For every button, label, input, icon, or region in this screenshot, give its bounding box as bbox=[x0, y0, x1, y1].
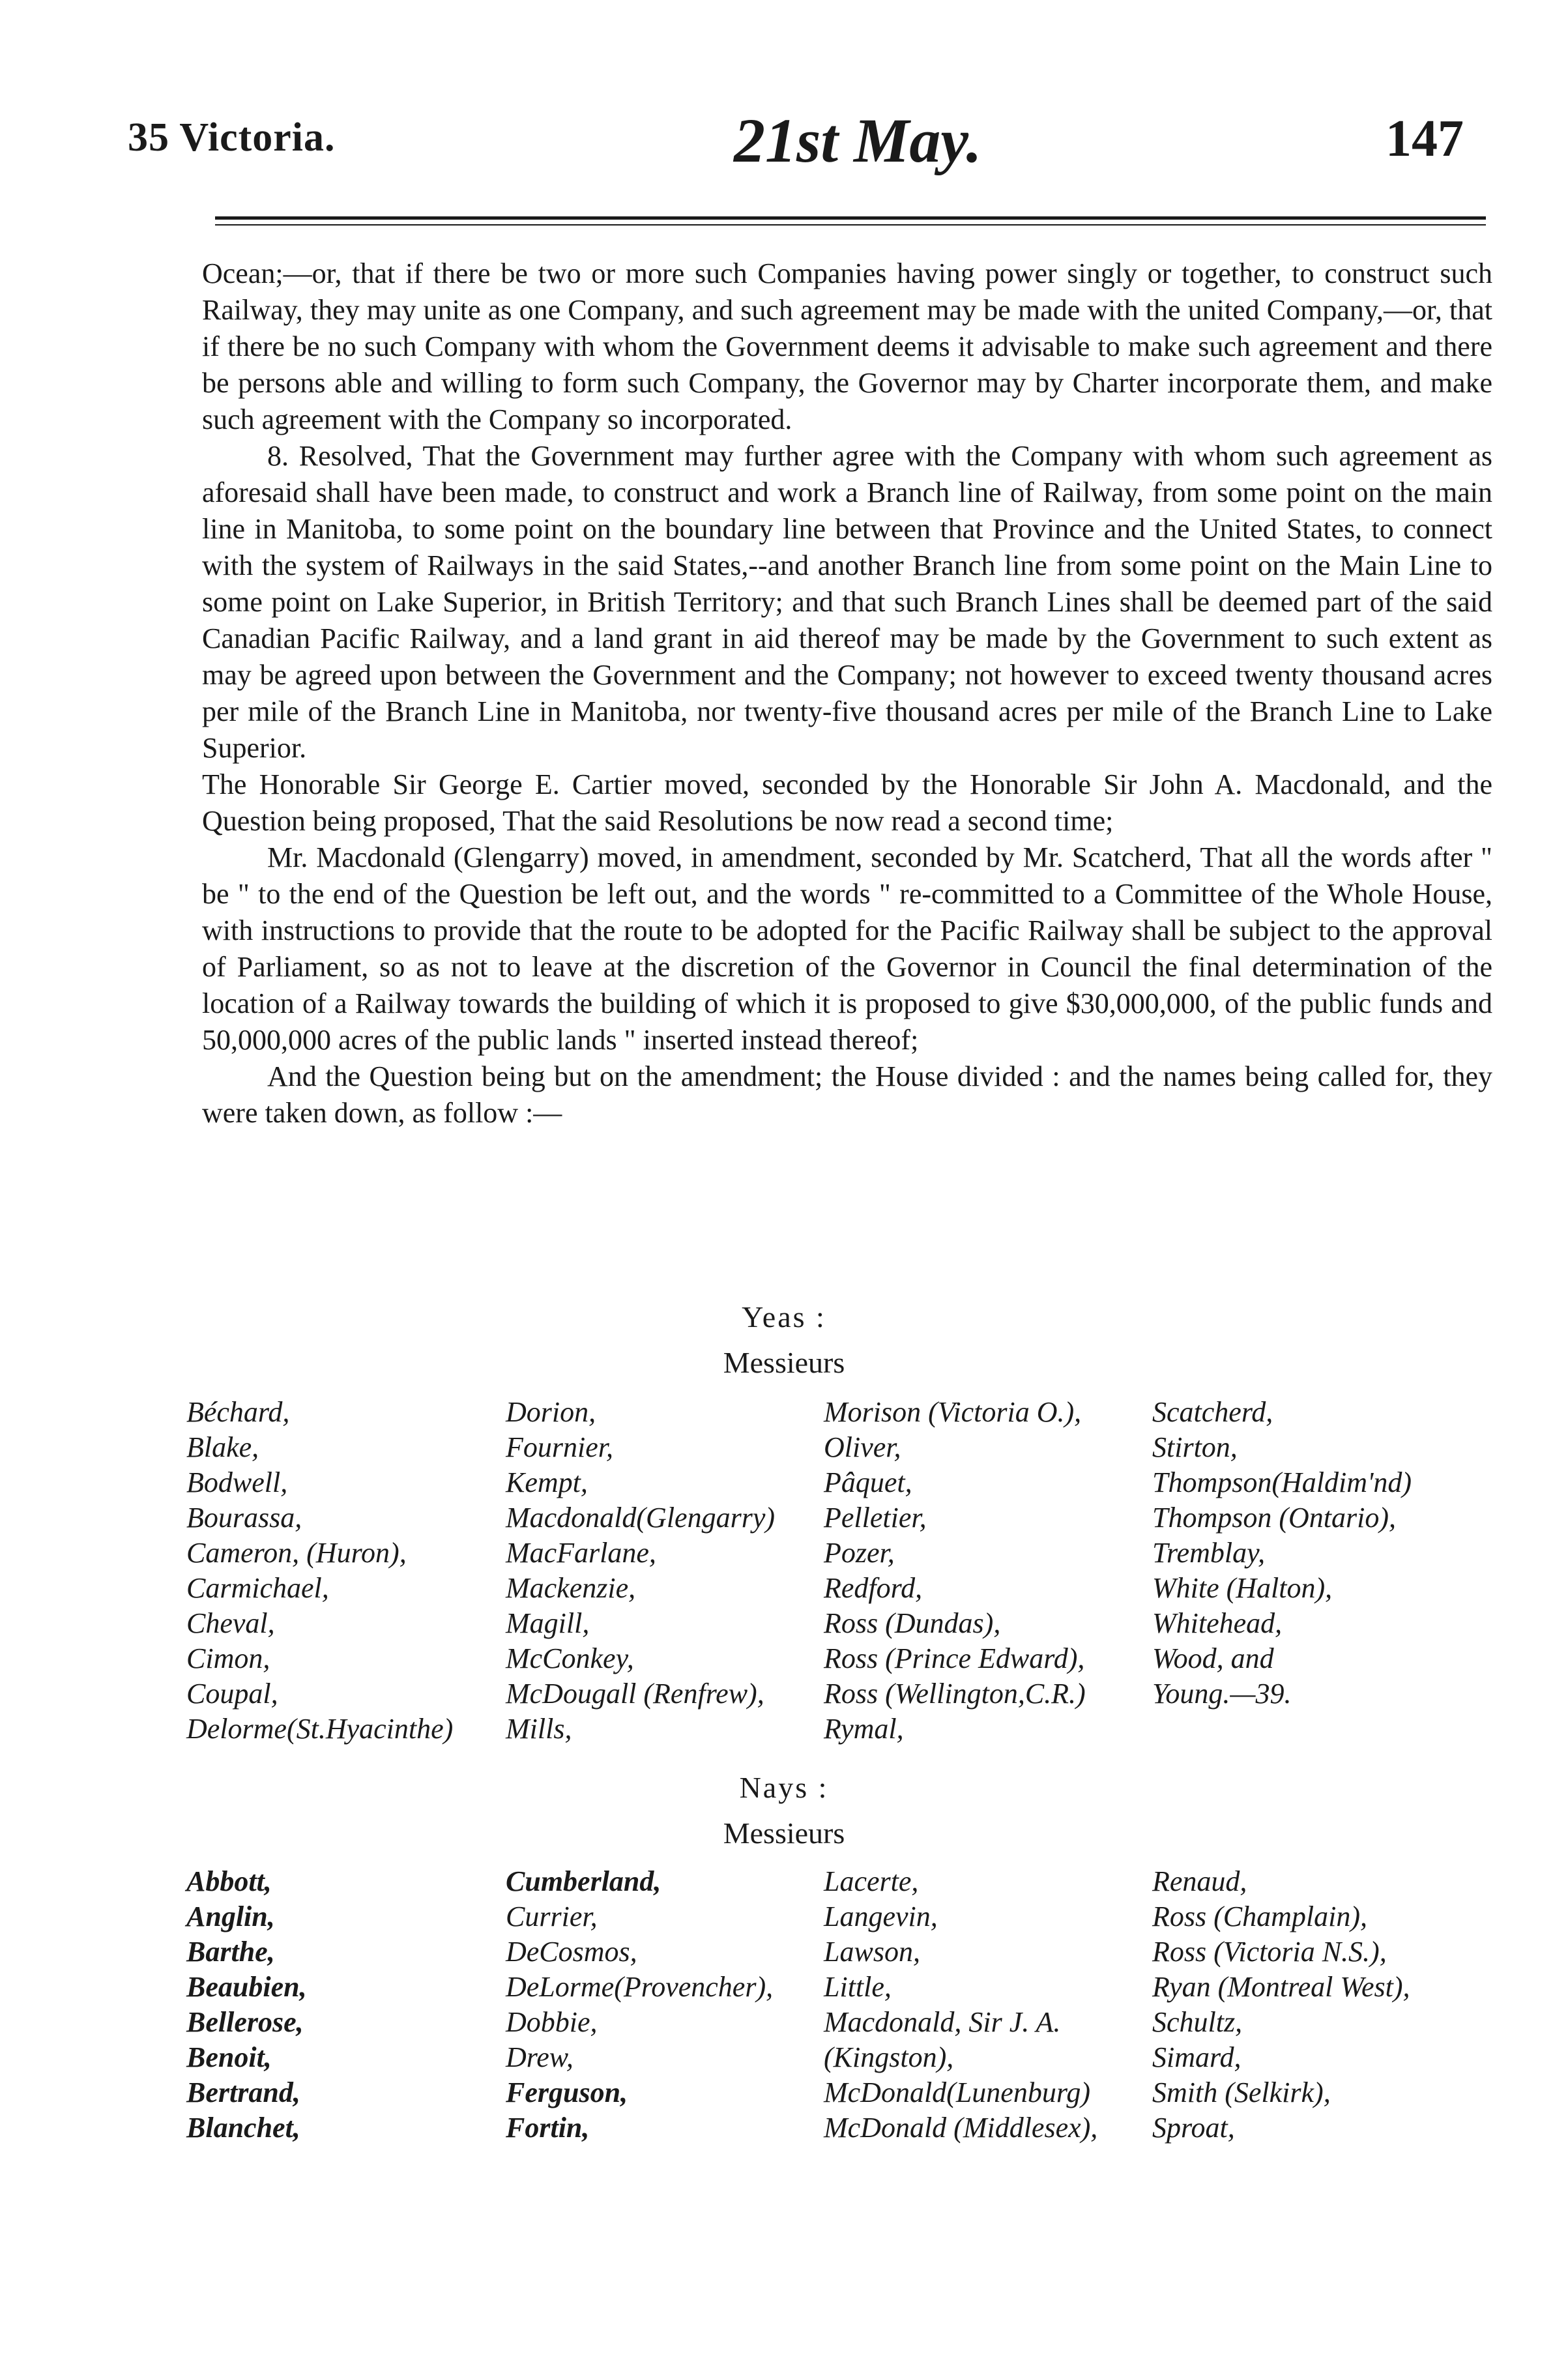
member-name: Thompson (Ontario), bbox=[1152, 1502, 1397, 1534]
paragraph-amendment: Mr. Macdonald (Glengarry) moved, in amendment, seconded by Mr. Scatcherd, That all the words after " be " to the end of the Question be left out, and the words " re-committed to a Committee of the Whole House, with instructions to provide that the route to be adopted for the Pacific Railway shall be subject to the approval of Parliament, so as not to leave at the discretion of the Governor in Council the final determination of the location of a Railway towards the building of which it is proposed to give $30,000,000, of the public funds and 50,000,000 acres of the public lands " inserted instead thereof; bbox=[202, 841, 1492, 1056]
yeas-total: Young.—39. bbox=[1152, 1678, 1292, 1710]
member-name: Wood, and bbox=[1152, 1642, 1274, 1674]
member-name: White (Halton), bbox=[1152, 1572, 1333, 1604]
header-regnal-year: 35 Victoria. bbox=[128, 115, 336, 160]
page-number: 147 bbox=[1386, 110, 1464, 168]
yeas-column-4 bbox=[1152, 1395, 1412, 1712]
page-header bbox=[128, 104, 1464, 196]
member-name: Ryan (Montreal West), bbox=[1152, 1971, 1410, 2003]
member-name: Bertrand, bbox=[186, 2076, 300, 2108]
header-rule-thin bbox=[215, 224, 1486, 226]
member-name: Kempt, bbox=[506, 1466, 588, 1498]
member-name: Ross (Champlain), bbox=[1152, 1901, 1367, 1932]
member-name: DeLorme(Provencher), bbox=[506, 1971, 774, 2003]
member-name: Blanchet, bbox=[186, 2112, 300, 2144]
paragraph-resolution-8: 8. Resolved, That the Government may further agree with the Company with whom such agreement as aforesaid shall have been made, to construct and work a Branch line of Railway, from some point on the main line in Manitoba, to some point on the boundary line between that Province and the United States, to connect with the system of Railways in the said States,--and another Branch line from some point on the Main Line to some point on Lake Superior, in British Territory; and that such Branch Lines shall be deemed part of the said Canadian Pacific Railway, and a land grant in aid thereof may be made by the Government to such extent as may be agreed upon between the Government and the Company; not however to exceed twenty thousand acres per mile of the Branch Line in Manitoba, nor twenty-five thousand acres per mile of the Branch Line to Lake Superior. bbox=[202, 440, 1492, 764]
member-name: Barthe, bbox=[186, 1936, 275, 1968]
member-name: Cheval, bbox=[186, 1607, 275, 1639]
member-name: Currier, bbox=[506, 1901, 598, 1932]
member-name: Beaubien, bbox=[186, 1971, 307, 2003]
member-name: Langevin, bbox=[824, 1901, 938, 1932]
member-name: Ross (Wellington,C.R.) bbox=[824, 1678, 1086, 1710]
nays-subheading: Messieurs bbox=[723, 1816, 845, 1850]
member-name: Anglin, bbox=[186, 1901, 275, 1932]
member-name: Oliver, bbox=[824, 1431, 901, 1463]
member-name: DeCosmos, bbox=[506, 1936, 637, 1968]
member-name: Lacerte, bbox=[824, 1865, 919, 1897]
member-name: Morison (Victoria O.), bbox=[824, 1396, 1082, 1428]
member-name: Rymal, bbox=[824, 1713, 904, 1745]
yeas-subheading: Messieurs bbox=[723, 1346, 845, 1379]
member-name: Pozer, bbox=[824, 1537, 895, 1569]
member-name: Benoit, bbox=[186, 2041, 272, 2073]
member-name: Fortin, bbox=[506, 2112, 590, 2144]
member-name: Dorion, bbox=[506, 1396, 596, 1428]
member-name: Bodwell, bbox=[186, 1466, 288, 1498]
member-name: Little, bbox=[824, 1971, 892, 2003]
member-name: Smith (Selkirk), bbox=[1152, 2076, 1331, 2108]
member-name: Mackenzie, bbox=[506, 1572, 636, 1604]
member-name: Stirton, bbox=[1152, 1431, 1238, 1463]
nays-column-2 bbox=[506, 1864, 773, 2146]
nays-column-1 bbox=[186, 1864, 307, 2146]
member-name: Béchard, bbox=[186, 1396, 290, 1428]
member-name: Carmichael, bbox=[186, 1572, 329, 1604]
member-name: Tremblay, bbox=[1152, 1537, 1266, 1569]
yeas-column-3 bbox=[824, 1395, 1086, 1747]
member-name: Pelletier, bbox=[824, 1502, 927, 1534]
member-name: McDonald(Lunenburg) bbox=[824, 2076, 1090, 2108]
member-name: Coupal, bbox=[186, 1678, 278, 1710]
member-name: Delorme(St.Hyacinthe) bbox=[186, 1713, 454, 1745]
member-name: Ross (Victoria N.S.), bbox=[1152, 1936, 1387, 1968]
member-name: Ferguson, bbox=[506, 2076, 628, 2108]
paragraph-continuation: Ocean;—or, that if there be two or more such Companies having power singly or together, to construct such Railway, they may unite as one Company, and such agreement may be made with the united Company,—or, that if there be no such Company with whom the Government deems it advisable to make such agreement and there be persons able and willing to form such Company, the Governor may by Charter incorporate them, and make such agreement with the Company so incorporated. bbox=[202, 257, 1492, 435]
yeas-column-2 bbox=[506, 1395, 775, 1747]
member-name: Macdonald, Sir J. A. bbox=[824, 2006, 1061, 2038]
nays-heading: Nays : bbox=[739, 1771, 829, 1804]
member-name: Renaud, bbox=[1152, 1865, 1247, 1897]
yeas-column-1 bbox=[186, 1395, 453, 1747]
member-name: Thompson(Haldim'nd) bbox=[1152, 1466, 1412, 1498]
member-name: Cumberland, bbox=[506, 1865, 661, 1897]
member-name: Schultz, bbox=[1152, 2006, 1243, 2038]
member-name: Macdonald(Glengarry) bbox=[506, 1502, 776, 1534]
nays-column-3 bbox=[824, 1864, 1097, 2146]
member-name: Abbott, bbox=[186, 1865, 272, 1897]
member-name: Whitehead, bbox=[1152, 1607, 1283, 1639]
nays-column-4 bbox=[1152, 1864, 1410, 2146]
member-name: McDonald (Middlesex), bbox=[824, 2112, 1098, 2144]
member-name: McDougall (Renfrew), bbox=[506, 1678, 764, 1710]
header-rule-thick bbox=[215, 216, 1486, 220]
member-name: Dobbie, bbox=[506, 2006, 598, 2038]
member-name: Scatcherd, bbox=[1152, 1396, 1273, 1428]
member-name: Bellerose, bbox=[186, 2006, 304, 2038]
member-name: (Kingston), bbox=[824, 2041, 954, 2073]
proceedings-text bbox=[202, 255, 1492, 1131]
member-name: Magill, bbox=[506, 1607, 590, 1639]
member-name: Ross (Prince Edward), bbox=[824, 1642, 1085, 1674]
member-name: Mills, bbox=[506, 1713, 572, 1745]
member-name: Ross (Dundas), bbox=[824, 1607, 1001, 1639]
member-name: Pâquet, bbox=[824, 1466, 912, 1498]
member-name: McConkey, bbox=[506, 1642, 634, 1674]
member-name: Sproat, bbox=[1152, 2112, 1235, 2144]
member-name: Redford, bbox=[824, 1572, 923, 1604]
member-name: Blake, bbox=[186, 1431, 259, 1463]
member-name: Fournier, bbox=[506, 1431, 613, 1463]
member-name: MacFarlane, bbox=[506, 1537, 656, 1569]
member-name: Cimon, bbox=[186, 1642, 270, 1674]
paragraph-division: And the Question being but on the amendment; the House divided : and the names being called for, they were taken down, as follow :— bbox=[202, 1060, 1492, 1129]
member-name: Lawson, bbox=[824, 1936, 920, 1968]
header-date: 21st May. bbox=[734, 106, 982, 175]
member-name: Simard, bbox=[1152, 2041, 1241, 2073]
paragraph-motion: The Honorable Sir George E. Cartier moved, seconded by the Honorable Sir John A. Macdonald, and the Question being proposed, That the said Resolutions be now read a second time; bbox=[202, 768, 1492, 837]
yeas-heading: Yeas : bbox=[742, 1300, 826, 1333]
member-name: Cameron, (Huron), bbox=[186, 1537, 407, 1569]
member-name: Bourassa, bbox=[186, 1502, 302, 1534]
member-name: Drew, bbox=[506, 2041, 573, 2073]
